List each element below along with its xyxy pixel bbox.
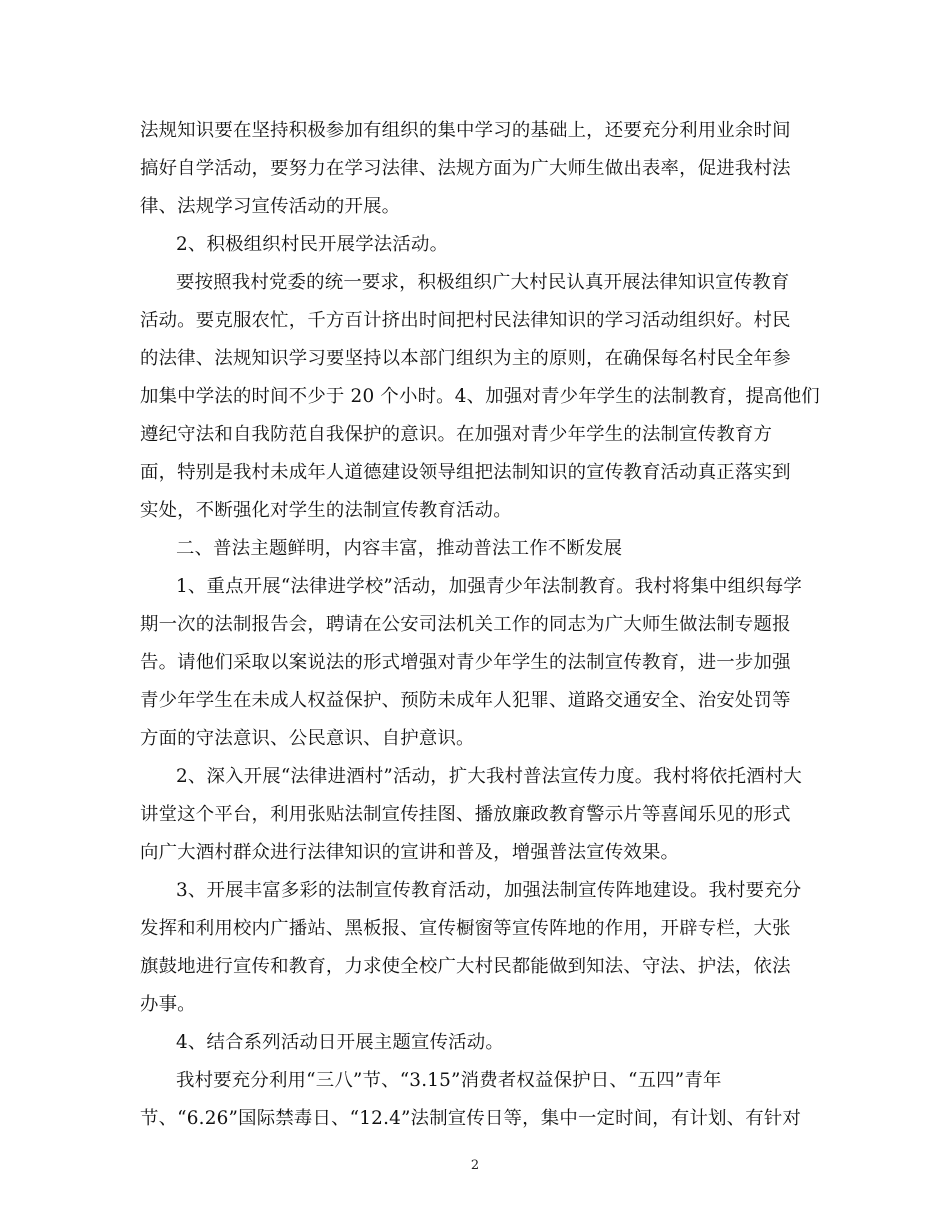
text-line: 4、结合系列活动日开展主题宣传活动。	[176, 1032, 504, 1053]
text-line: 法规知识要在坚持积极参加有组织的集中学习的基础上，还要充分利用业余时间	[140, 120, 791, 141]
text-line: 1、重点开展“法律进学校”活动，加强青少年法制教育。我村将集中组织每学	[176, 576, 803, 597]
text-line: 告。请他们采取以案说法的形式增强对青少年学生的法制宣传教育，进一步加强	[140, 652, 791, 673]
page-number: 2	[470, 1158, 480, 1173]
text-line: 的法律、法规知识学习要坚持以本部门组织为主的原则，在确保每名村民全年参	[140, 348, 791, 369]
section-heading: 二、普法主题鲜明，内容丰富，推动普法工作不断发展	[176, 538, 623, 559]
text-line: 旗鼓地进行宣传和教育，力求使全校广大村民都能做到知法、守法、护法，依法	[140, 956, 791, 977]
text-line: 办事。	[140, 994, 196, 1015]
text-line: 2、积极组织村民开展学法活动。	[176, 234, 449, 255]
text-line: 3、开展丰富多彩的法制宣传教育活动，加强法制宣传阵地建设。我村要充分	[176, 880, 802, 901]
text-line: 要按照我村党委的统一要求，积极组织广大村民认真开展法律知识宣传教育	[176, 272, 790, 293]
text-line: 方面的守法意识、公民意识、自护意识。	[140, 728, 475, 749]
text-line: 2、深入开展“法律进酒村”活动，扩大我村普法宣传力度。我村将依托酒村大	[176, 766, 803, 787]
text-line: 活动。要克服农忙，千方百计挤出时间把村民法律知识的学习活动组织好。村民	[140, 310, 791, 331]
text-line: 节、“6.26”国际禁毒日、“12.4”法制宣传日等，集中一定时间，有计划、有针对	[140, 1108, 802, 1129]
text-line: 我村要充分利用“三八”节、“3.15”消费者权益保护日、“五四”青年	[176, 1070, 722, 1091]
text-line: 发挥和利用校内广播站、黑板报、宣传橱窗等宣传阵地的作用，开辟专栏，大张	[140, 918, 791, 939]
text-line: 实处，不断强化对学生的法制宣传教育活动。	[140, 500, 512, 521]
text-line: 遵纪守法和自我防范自我保护的意识。在加强对青少年学生的法制宣传教育方	[140, 424, 773, 445]
text-line: 加集中学法的时间不少于 20 个小时。4、加强对青少年学生的法制教育，提高他们	[140, 386, 820, 407]
text-line: 律、法规学习宣传活动的开展。	[140, 196, 401, 217]
text-line: 向广大酒村群众进行法律知识的宣讲和普及，增强普法宣传效果。	[140, 842, 680, 863]
text-line: 搞好自学活动，要努力在学习法律、法规方面为广大师生做出表率，促进我村法	[140, 158, 791, 179]
text-line: 青少年学生在未成人权益保护、预防未成年人犯罪、道路交通安全、治安处罚等	[140, 690, 791, 711]
text-line: 面，特别是我村未成年人道德建设领导组把法制知识的宣传教育活动真正落实到	[140, 462, 791, 483]
text-line: 期一次的法制报告会，聘请在公安司法机关工作的同志为广大师生做法制专题报	[140, 614, 791, 635]
text-line: 讲堂这个平台，利用张贴法制宣传挂图、播放廉政教育警示片等喜闻乐见的形式	[140, 804, 791, 825]
